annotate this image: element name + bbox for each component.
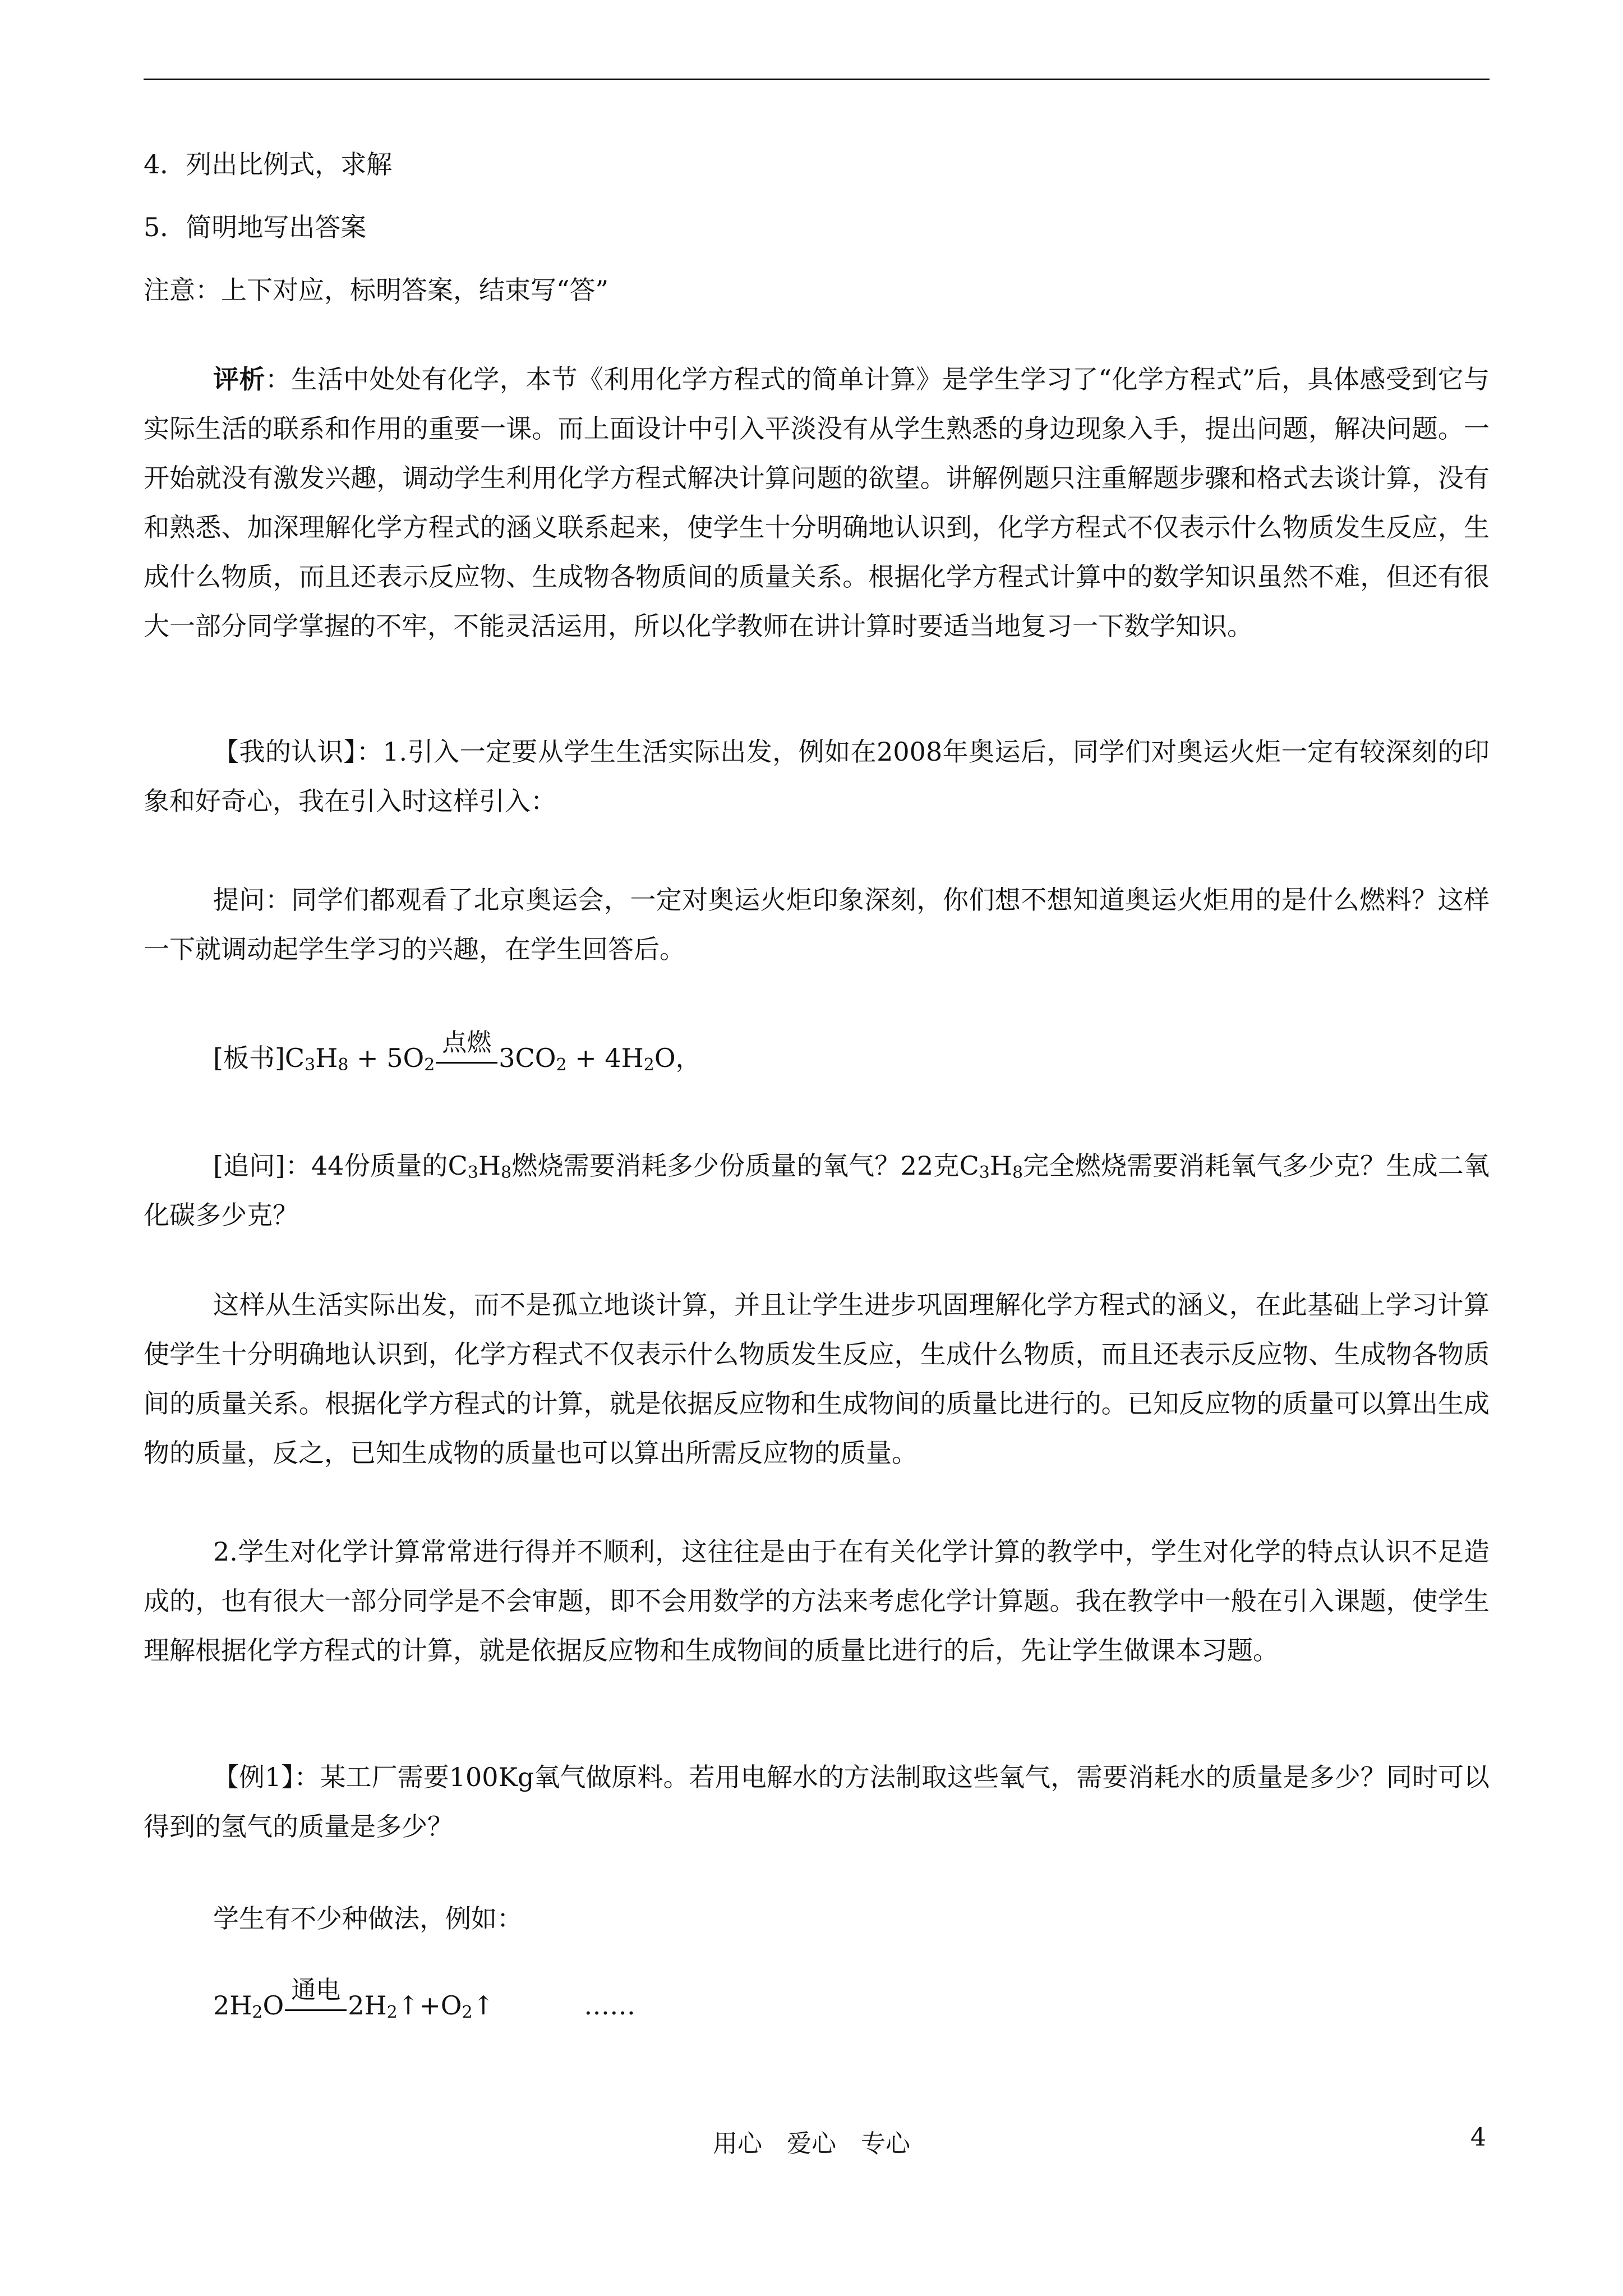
page-number: 4 [1470,2123,1486,2152]
step-5: 5．简明地写出答案 [144,212,367,242]
analysis-paragraph [144,355,1490,651]
question-paragraph [144,875,1490,974]
ellipsis: …… [584,1990,636,2021]
analysis-label: 评析 [213,364,265,394]
board-equation: [板书]$C_3H_8 + 5O_2$ 点燃 $3CO_2 + 4H_2O$， [213,1028,702,1075]
practice-text: 这样从生活实际出发，而不是孤立地谈计算，并且让学生进步巩固理解化学方程式的涵义，在此基础上学习计算使学生十分明确地认识到，化学方程式不仅表示什么物质发生反应，生成什么物质，而且还表示反应物、生成物各物质间的质量关系。根据化学方程式的计算，就是依据反应物和生成物间的质量比进行的。已知反应物的质量可以算出生成物的质量，反之，已知生成物的质量也可以算出所需反应物的质量。 [144,1290,1490,1468]
paragraph-2 [144,1527,1490,1675]
electrolysis-condition: 通电 [285,1989,347,2014]
paragraph-2-text: 2.学生对化学计算常常进行得并不顺利，这往往是由于在有关化学计算的教学中，学生对化学的特点认识不足造成的，也有很大一部分同学是不会审题，即不会用数学的方法来考虑化学计算题。我在教学中一般在引入课题，使学生理解根据化学方程式的计算，就是依据反应物和生成物间的质量比进行的后，先让学生做课本习题。 [144,1536,1490,1665]
students-paragraph [144,1894,1490,1943]
practice-paragraph [144,1280,1490,1478]
note: 注意：上下对应，标明答案，结束写“答” [144,275,609,305]
water-electrolysis-equation: $2H_2O$ 通电 $2H_2↑+O_2↑$ …… [213,1976,636,2022]
step-4: 4．列出比例式，求解 [144,149,393,180]
footer-motto: 用心 爱心 专心 [713,2129,910,2158]
followup-paragraph: [追问]：44份质量的$C_3H_8$燃烧需要消耗多少份质量的氧气？22克$C_3H_8$完全燃烧需要消耗氧气多少克？生成二氧化碳多少克？ [144,1151,1490,1230]
recognition-text: 【我的认识】：1.引入一定要从学生生活实际出发，例如在2008年奥运后，同学们对奥运火炬一定有较深刻的印象和好奇心，我在引入时这样引入： [144,737,1490,816]
recognition-paragraph [144,727,1490,826]
question-text: 提问：同学们都观看了北京奥运会，一定对奥运火炬印象深刻，你们想不想知道奥运火炬用的是什么燃料？这样一下就调动起学生学习的兴趣，在学生回答后。 [144,885,1490,964]
analysis-text: ：生活中处处有化学，本节《利用化学方程式的简单计算》是学生学习了“化学方程式”后，具体感受到它与实际生活的联系和作用的重要一课。而上面设计中引入平淡没有从学生熟悉的身边现象入手，提出问题，解决问题。一开始就没有激发兴趣，调动学生利用化学方程式解决计算问题的欲望。讲解例题只注重解题步骤和格式去谈计算，没有和熟悉、加深理解化学方程式的涵义联系起来，使学生十分明确地认识到，化学方程式不仅表示什么物质发生反应，生成什么物质，而且还表示反应物、生成物各物质间的质量关系。根据化学方程式计算中的数学知识虽然不难，但还有很大一部分同学掌握的不牢，不能灵活运用，所以化学教师在讲计算时要适当地复习一下数学知识。 [144,364,1490,641]
example-1 [144,1752,1490,1851]
example-1-text: 【例1】：某工厂需要100Kg氧气做原料。若用电解水的方法制取这些氧气，需要消耗水的质量是多少？同时可以得到的氢气的质量是多少？ [144,1762,1490,1842]
reaction-condition: 点燃 [436,1041,497,1067]
students-text: 学生有不少种做法，例如： [213,1903,523,1934]
header-rule [144,79,1490,80]
